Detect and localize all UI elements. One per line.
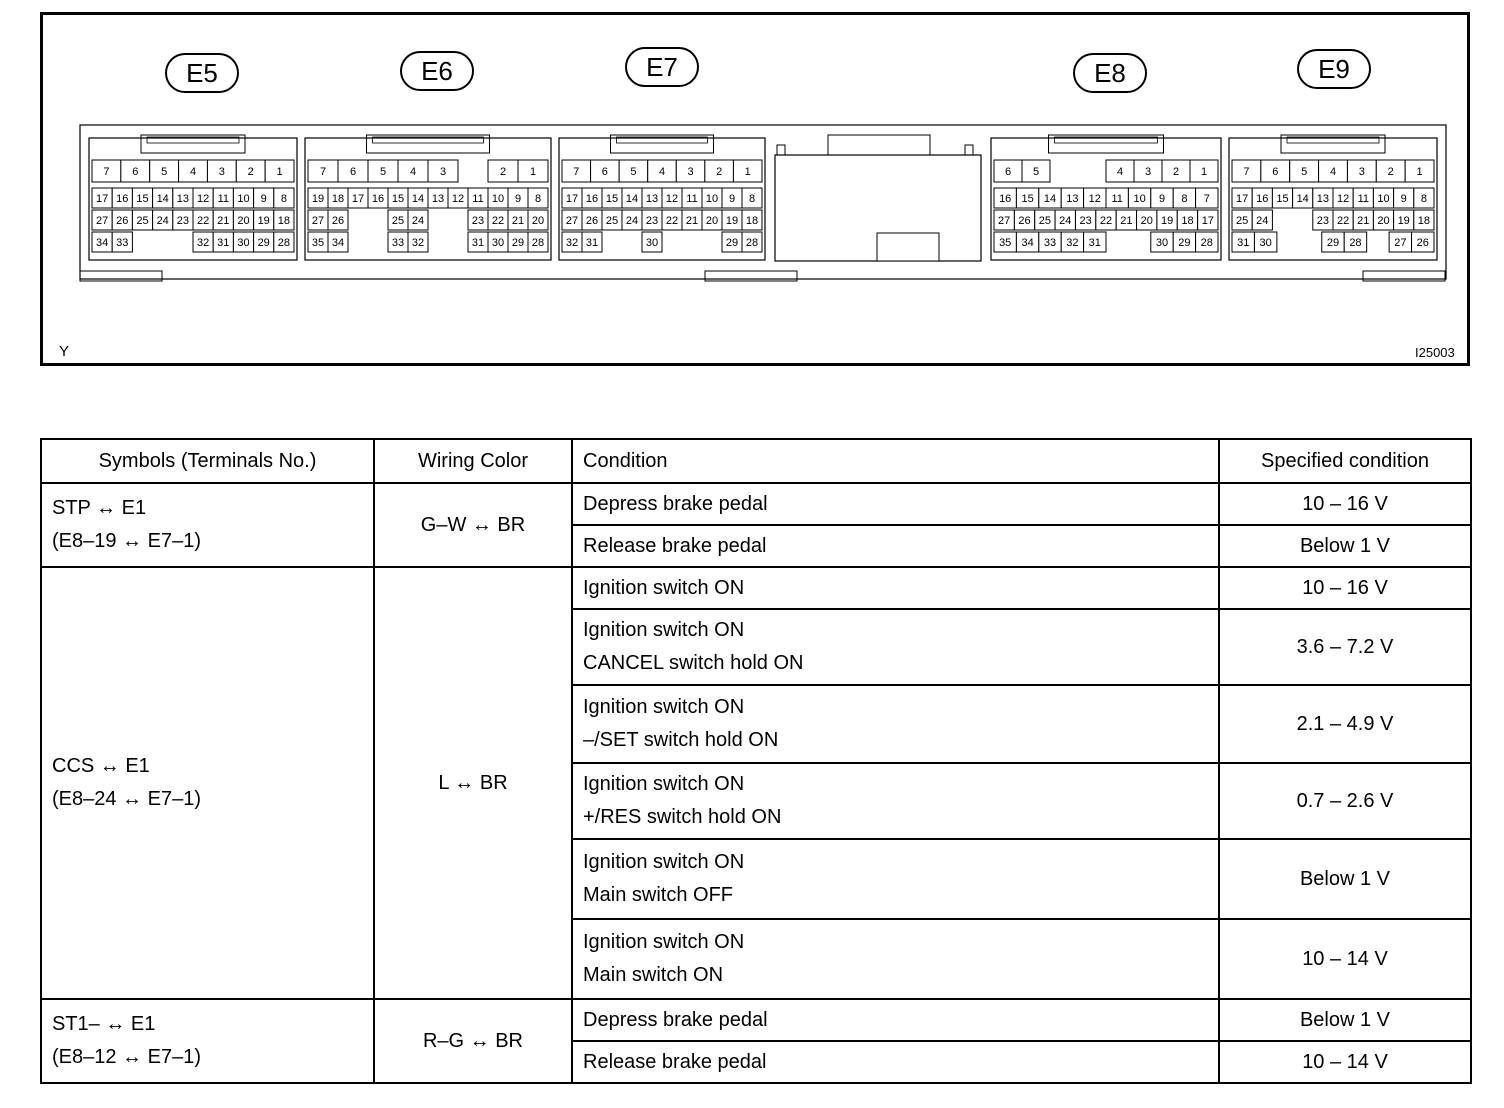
pin-number: 7 xyxy=(1203,193,1210,205)
pin-number: 24 xyxy=(1256,215,1269,227)
pin-number: 11 xyxy=(686,193,698,205)
spec-cell: Below 1 V xyxy=(1219,525,1471,567)
pin-number: 8 xyxy=(534,193,542,205)
pin-number: 13 xyxy=(645,193,659,205)
pin-number: 3 xyxy=(1144,166,1152,178)
pin-number: 22 xyxy=(196,215,210,227)
condition-line: Release brake pedal xyxy=(583,534,767,557)
condition-cell xyxy=(572,763,1219,839)
pin-number: 31 xyxy=(471,237,485,249)
pin-number: 34 xyxy=(331,237,345,249)
connector-label-e5: E5 xyxy=(165,53,239,93)
pin-number: 6 xyxy=(132,166,139,178)
pin-number: 24 xyxy=(625,215,639,227)
condition-line: Ignition switch ON xyxy=(583,619,745,641)
symbol-name: CCS ↔ E1 xyxy=(52,755,150,777)
connector-diagram xyxy=(40,12,1470,366)
pin-number: 9 xyxy=(728,193,736,205)
pin-number: 33 xyxy=(1043,237,1057,249)
table-header-row xyxy=(41,439,1471,483)
pin-number: 2 xyxy=(716,166,723,178)
terminal-numbers: (E8–12 ↔ E7–1) xyxy=(52,1046,201,1068)
pin-number: 25 xyxy=(605,215,619,227)
pin-number: 20 xyxy=(705,215,719,227)
pin-number: 7 xyxy=(319,166,327,178)
pin-number: 28 xyxy=(277,237,291,249)
pin-number: 12 xyxy=(451,193,465,205)
pin-number: 10 xyxy=(1133,193,1146,205)
pin-number: 30 xyxy=(237,237,250,249)
pin-number: 23 xyxy=(471,215,485,227)
spec-cell: 10 – 14 V xyxy=(1219,919,1471,999)
spec-cell: Below 1 V xyxy=(1219,839,1471,919)
symbol-cell xyxy=(41,999,374,1083)
pin-number: 12 xyxy=(665,193,679,205)
pin-number: 5 xyxy=(379,166,387,178)
pin-number: 32 xyxy=(1066,237,1079,249)
pin-number: 1 xyxy=(1416,166,1423,178)
pin-number: 24 xyxy=(156,215,169,227)
pin-number: 30 xyxy=(1155,237,1169,249)
pin-number: 32 xyxy=(196,237,210,249)
pin-number: 7 xyxy=(1243,166,1250,178)
pin-number: 28 xyxy=(1349,237,1362,249)
blank-connector-notch xyxy=(877,233,939,261)
symbol-cell xyxy=(41,567,374,999)
pin-number: 9 xyxy=(1400,193,1407,205)
pin-number: 24 xyxy=(411,215,425,227)
pin-number: 5 xyxy=(630,166,637,178)
terminal-numbers: (E8–24 ↔ E7–1) xyxy=(52,788,201,810)
condition-cell xyxy=(572,999,1219,1041)
pin-number: 29 xyxy=(511,237,525,249)
spec-cell: Below 1 V xyxy=(1219,999,1471,1041)
pin-number: 5 xyxy=(161,166,168,178)
pin-number: 17 xyxy=(1201,215,1214,227)
pin-number: 14 xyxy=(411,193,425,205)
pin-number: 6 xyxy=(1272,166,1279,178)
pin-number: 25 xyxy=(1038,215,1052,227)
pin-number: 15 xyxy=(1021,193,1034,205)
pin-number: 4 xyxy=(1329,166,1337,178)
condition-cell xyxy=(572,483,1219,525)
condition-line: Ignition switch ON xyxy=(583,851,745,873)
pin-number: 1 xyxy=(276,166,283,178)
pin-number: 27 xyxy=(998,215,1011,227)
pin-number: 26 xyxy=(1018,215,1031,227)
pin-number: 3 xyxy=(1358,166,1365,178)
pin-number: 1 xyxy=(529,166,537,178)
pin-number: 31 xyxy=(585,237,599,249)
table-row xyxy=(41,483,1471,525)
pin-number: 18 xyxy=(1417,215,1431,227)
pin-number: 27 xyxy=(1394,237,1407,249)
condition-line: Ignition switch ON xyxy=(583,696,745,718)
pin-number: 27 xyxy=(311,215,325,227)
blank-connector-latch xyxy=(828,135,930,155)
pin-number: 23 xyxy=(1316,215,1330,227)
pin-number: 28 xyxy=(1200,237,1213,249)
pin-number: 25 xyxy=(1235,215,1249,227)
pin-number: 21 xyxy=(1357,215,1370,227)
pin-number: 3 xyxy=(439,166,447,178)
pin-number: 30 xyxy=(1259,237,1272,249)
pin-number: 16 xyxy=(999,193,1012,205)
pin-number: 28 xyxy=(531,237,545,249)
pin-number: 21 xyxy=(1120,215,1133,227)
table-row xyxy=(41,999,1471,1041)
pin-number: 34 xyxy=(1021,237,1034,249)
pin-number: 16 xyxy=(371,193,385,205)
pin-number: 20 xyxy=(531,215,545,227)
pin-number: 15 xyxy=(1276,193,1289,205)
pin-number: 28 xyxy=(745,237,759,249)
pin-number: 1 xyxy=(744,166,751,178)
condition-line: +/RES switch hold ON xyxy=(583,806,782,828)
spec-cell: 2.1 – 4.9 V xyxy=(1219,685,1471,763)
pin-number: 10 xyxy=(491,193,505,205)
pin-number: 26 xyxy=(1416,237,1429,249)
pin-number: 29 xyxy=(257,237,270,249)
pin-number: 17 xyxy=(1235,193,1249,205)
pin-number: 3 xyxy=(687,166,694,178)
pin-number: 10 xyxy=(237,193,250,205)
spec-cell: 0.7 – 2.6 V xyxy=(1219,763,1471,839)
condition-cell xyxy=(572,919,1219,999)
pin-number: 27 xyxy=(565,215,579,227)
view-letter: Y xyxy=(59,343,70,360)
pin-number: 22 xyxy=(491,215,505,227)
pin-number: 12 xyxy=(1336,193,1350,205)
pin-number: 7 xyxy=(573,166,580,178)
pin-number: 17 xyxy=(95,193,109,205)
pin-number: 12 xyxy=(1088,193,1101,205)
condition-cell xyxy=(572,609,1219,685)
pin-number: 25 xyxy=(391,215,405,227)
condition-line: Release brake pedal xyxy=(583,1050,767,1073)
pin-number: 2 xyxy=(1387,166,1394,178)
pin-number: 8 xyxy=(280,193,287,205)
header-symbols: Symbols (Terminals No.) xyxy=(41,439,374,483)
pin-number: 19 xyxy=(725,215,739,227)
pin-number: 15 xyxy=(605,193,619,205)
pin-number: 18 xyxy=(277,215,291,227)
header-wiring: Wiring Color xyxy=(374,439,572,483)
pin-number: 22 xyxy=(1336,215,1350,227)
blank-connector-key xyxy=(965,145,973,155)
pin-number: 35 xyxy=(999,237,1012,249)
spec-cell: 10 – 16 V xyxy=(1219,567,1471,609)
pin-number: 19 xyxy=(1160,215,1174,227)
table-row xyxy=(41,567,1471,609)
pin-number: 11 xyxy=(1111,193,1123,205)
pin-number: 1 xyxy=(1200,166,1208,178)
connector-label-e6: E6 xyxy=(400,51,474,91)
pin-number: 21 xyxy=(511,215,525,227)
pin-number: 13 xyxy=(176,193,190,205)
pin-number: 15 xyxy=(391,193,405,205)
pin-number: 20 xyxy=(1377,215,1390,227)
terminal-numbers: (E8–19 ↔ E7–1) xyxy=(52,530,201,552)
pin-number: 35 xyxy=(311,237,325,249)
pin-number: 11 xyxy=(217,193,230,205)
pin-number: 20 xyxy=(237,215,250,227)
pin-number: 17 xyxy=(565,193,579,205)
pin-number: 29 xyxy=(725,237,739,249)
pin-number: 4 xyxy=(189,166,197,178)
pin-number: 9 xyxy=(260,193,267,205)
pin-number: 6 xyxy=(601,166,608,178)
pin-number: 31 xyxy=(1237,237,1250,249)
pin-number: 4 xyxy=(658,166,666,178)
pin-number: 19 xyxy=(311,193,325,205)
pin-number: 27 xyxy=(95,215,109,227)
pin-number: 6 xyxy=(1004,166,1012,178)
spec-table xyxy=(40,438,1472,1084)
pin-number: 19 xyxy=(257,215,270,227)
condition-line: Ignition switch ON xyxy=(583,931,745,953)
condition-line: Main switch OFF xyxy=(583,884,734,906)
symbol-name: ST1– ↔ E1 xyxy=(52,1013,156,1035)
pin-number: 6 xyxy=(349,166,357,178)
pin-number: 23 xyxy=(645,215,659,227)
pin-number: 4 xyxy=(1116,166,1124,178)
wiring-color-cell: G–W ↔ BR xyxy=(374,483,572,567)
spec-cell: 10 – 14 V xyxy=(1219,1041,1471,1083)
pin-number: 13 xyxy=(1316,193,1330,205)
wiring-color-cell: L ↔ BR xyxy=(374,567,572,999)
pin-number: 4 xyxy=(409,166,417,178)
condition-line: Depress brake pedal xyxy=(583,1008,768,1031)
pin-number: 8 xyxy=(1181,193,1188,205)
pin-number: 26 xyxy=(585,215,599,227)
pin-number: 30 xyxy=(645,237,659,249)
connector-drawing xyxy=(43,15,1467,363)
pin-number: 23 xyxy=(1079,215,1092,227)
pin-number: 26 xyxy=(331,215,345,227)
pin-number: 2 xyxy=(499,166,507,178)
pin-number: 25 xyxy=(136,215,149,227)
condition-line: –/SET switch hold ON xyxy=(583,729,779,751)
pin-number: 10 xyxy=(1377,193,1390,205)
blank-connector-key xyxy=(777,145,785,155)
pin-number: 15 xyxy=(136,193,149,205)
condition-cell xyxy=(572,525,1219,567)
pin-number: 31 xyxy=(217,237,230,249)
header-condition: Condition xyxy=(572,439,1219,483)
connector-label-e8: E8 xyxy=(1073,53,1147,93)
pin-number: 30 xyxy=(491,237,505,249)
condition-line: Depress brake pedal xyxy=(583,492,768,515)
condition-line: Ignition switch ON xyxy=(583,576,745,599)
pin-number: 22 xyxy=(1099,215,1113,227)
pin-number: 24 xyxy=(1059,215,1072,227)
pin-number: 14 xyxy=(1043,193,1057,205)
pin-number: 33 xyxy=(116,237,129,249)
pin-number: 5 xyxy=(1301,166,1308,178)
pin-number: 13 xyxy=(1066,193,1079,205)
pin-number: 2 xyxy=(1172,166,1180,178)
pin-number: 16 xyxy=(585,193,599,205)
pin-number: 8 xyxy=(1420,193,1427,205)
pin-number: 26 xyxy=(116,215,129,227)
pin-number: 14 xyxy=(625,193,639,205)
pin-number: 29 xyxy=(1326,237,1340,249)
pin-number: 20 xyxy=(1140,215,1153,227)
symbol-name: STP ↔ E1 xyxy=(52,497,147,519)
condition-cell xyxy=(572,839,1219,919)
pin-number: 33 xyxy=(391,237,405,249)
pin-number: 9 xyxy=(1158,193,1166,205)
connector-label-e7: E7 xyxy=(625,47,699,87)
figure-id: I25003 xyxy=(1415,345,1455,360)
pin-number: 18 xyxy=(1181,215,1194,227)
pin-number: 13 xyxy=(431,193,445,205)
condition-cell xyxy=(572,567,1219,609)
condition-cell xyxy=(572,1041,1219,1083)
connector-label-e9: E9 xyxy=(1297,49,1371,89)
pin-number: 9 xyxy=(514,193,522,205)
pin-number: 18 xyxy=(745,215,759,227)
spec-cell: 3.6 – 7.2 V xyxy=(1219,609,1471,685)
condition-line: Main switch ON xyxy=(583,964,724,986)
pin-number: 22 xyxy=(665,215,679,227)
pin-number: 11 xyxy=(1357,193,1370,205)
symbol-cell xyxy=(41,483,374,567)
pin-number: 16 xyxy=(116,193,129,205)
spec-cell: 10 – 16 V xyxy=(1219,483,1471,525)
pin-number: 23 xyxy=(176,215,190,227)
pin-number: 10 xyxy=(705,193,719,205)
pin-number: 11 xyxy=(472,193,484,205)
pin-number: 8 xyxy=(748,193,756,205)
pin-number: 7 xyxy=(103,166,110,178)
pin-number: 34 xyxy=(95,237,109,249)
pin-number: 19 xyxy=(1397,215,1410,227)
pin-number: 32 xyxy=(411,237,425,249)
pin-number: 21 xyxy=(217,215,230,227)
condition-line: CANCEL switch hold ON xyxy=(583,652,804,674)
header-spec: Specified condition xyxy=(1219,439,1471,483)
pin-number: 29 xyxy=(1178,237,1191,249)
condition-cell xyxy=(572,685,1219,763)
wiring-color-cell: R–G ↔ BR xyxy=(374,999,572,1083)
pin-number: 14 xyxy=(156,193,169,205)
pin-number: 18 xyxy=(331,193,345,205)
pin-number: 14 xyxy=(1296,193,1309,205)
pin-number: 16 xyxy=(1256,193,1269,205)
pin-number: 31 xyxy=(1088,237,1101,249)
pin-number: 2 xyxy=(247,166,254,178)
pin-number: 3 xyxy=(218,166,225,178)
pin-number: 5 xyxy=(1032,166,1040,178)
pin-number: 21 xyxy=(685,215,699,227)
condition-line: Ignition switch ON xyxy=(583,773,745,795)
pin-number: 32 xyxy=(565,237,579,249)
pin-number: 17 xyxy=(351,193,365,205)
pin-number: 12 xyxy=(196,193,210,205)
